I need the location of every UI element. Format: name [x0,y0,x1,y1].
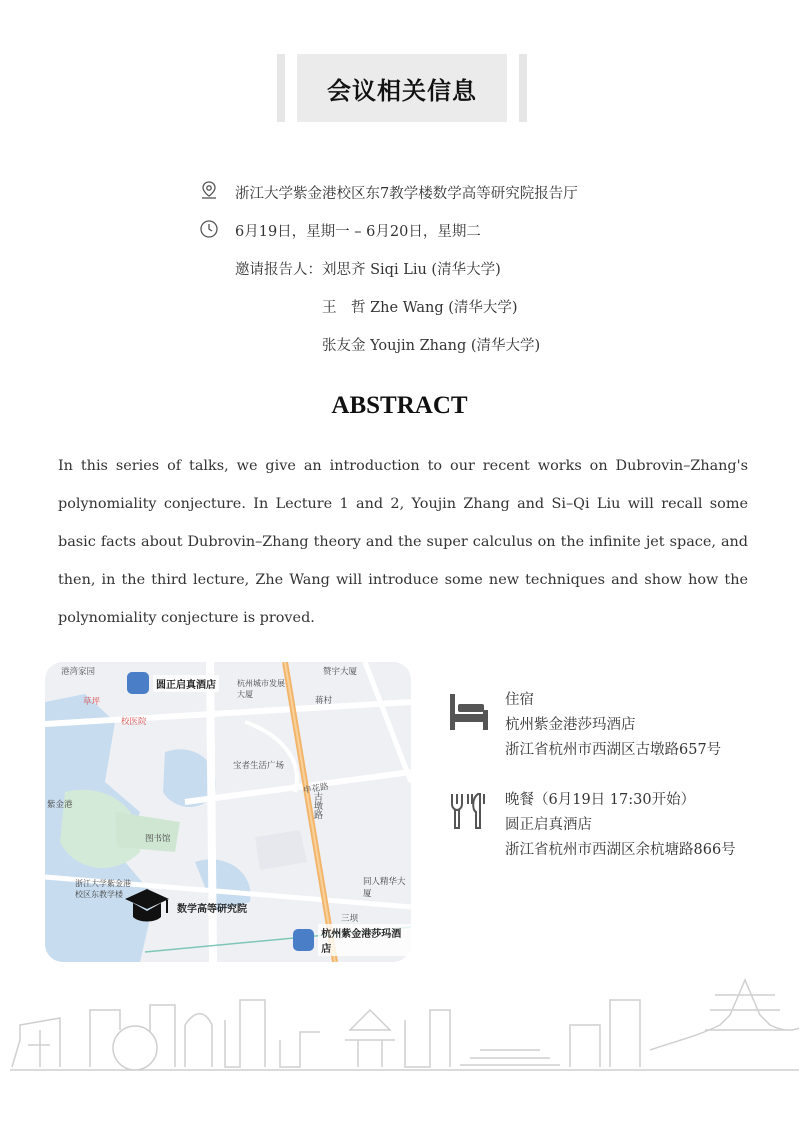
city-skyline-decoration [0,970,799,1080]
map-label-poi2: 草坪 [83,697,101,707]
dinner-address: 浙江省杭州市西湖区余杭塘路866号 [505,842,736,858]
speakers-label: 邀请报告人： [235,262,322,278]
page-title: 会议相关信息 [297,54,507,122]
lodging-heading: 住宿 [505,692,534,708]
map-marker-restaurant[interactable] [127,672,219,694]
lodging-block [505,688,721,763]
dinner-block [505,788,736,863]
location-text: 浙江大学紫金港校区东7教学楼数学高等研究院报告厅 [235,186,578,202]
speaker-2: 王 哲 Zhe Wang (清华大学) [322,300,518,316]
dates-text: 6月19日，星期一 – 6月20日，星期二 [235,224,481,240]
map-label-metro2: 三坝 [341,914,359,924]
map-label-plaza: 宝者生活广场 [233,761,285,771]
title-right-bar [519,54,527,122]
map-label-poi4: 赞宇大厦 [323,667,358,677]
abstract-text: In this series of talks, we give an introduction to our recent works on Dubrovin–Zhang's polynomiality conjecture. In Lecture 1 and 2, Youjin Zhang and Si–Qi Liu will recall some basic facts about Dubrovin–Zhang theory and the super calculus on the infinite jet space, and then, in the third lecture, Zhe Wang will introduce some new techniques and show how the polynomiality conjecture is proved. [58,458,748,626]
speaker-1: 刘思齐 Siqi Liu (清华大学) [322,262,501,278]
campus-map[interactable] [45,662,411,962]
map-label-metro1: 蒋村 [315,696,333,706]
map-label-poi1: 港湾家园 [61,667,96,677]
map-label-poi3: 杭州城市发展大厦 [237,679,285,699]
lodging-address: 浙江省杭州市西湖区古墩路657号 [505,742,722,758]
map-label-hotel: 杭州紫金港莎玛酒店 [318,924,411,956]
map-marker-institute[interactable] [123,887,247,927]
bed-icon [448,692,490,732]
location-pin-icon [199,180,219,200]
clock-icon [199,219,219,239]
map-label-poi6: 同人精华大厦 [363,877,406,899]
section-title-block [277,54,527,122]
map-label-poi8: 紫金港 [47,800,73,810]
restaurant-marker-icon [127,672,149,694]
dinner-heading: 晚餐（6月19日 17:30开始） [505,792,696,808]
lodging-name: 杭州紫金港莎玛酒店 [505,717,636,733]
hotel-marker-icon [293,929,314,951]
map-marker-hotel[interactable] [293,924,411,956]
dinner-name: 圆正启真酒店 [505,817,592,833]
speaker-3: 张友金 Youjin Zhang (清华大学) [322,338,541,354]
title-left-bar [277,54,285,122]
map-label-hospital: 校医院 [121,717,147,727]
map-label-library: 图书馆 [145,834,171,844]
map-label-gudun-road: 古墩路 [312,792,322,819]
map-label-road: 申花路 [302,781,330,797]
map-label-institute: 数学高等研究院 [177,903,247,915]
abstract-title: ABSTRACT [331,392,468,419]
fork-knife-icon [448,792,490,832]
map-label-restaurant: 圆正启真酒店 [153,675,219,692]
map-label-poi7: 浙江大学紫金港校区东教学楼 [75,879,131,899]
